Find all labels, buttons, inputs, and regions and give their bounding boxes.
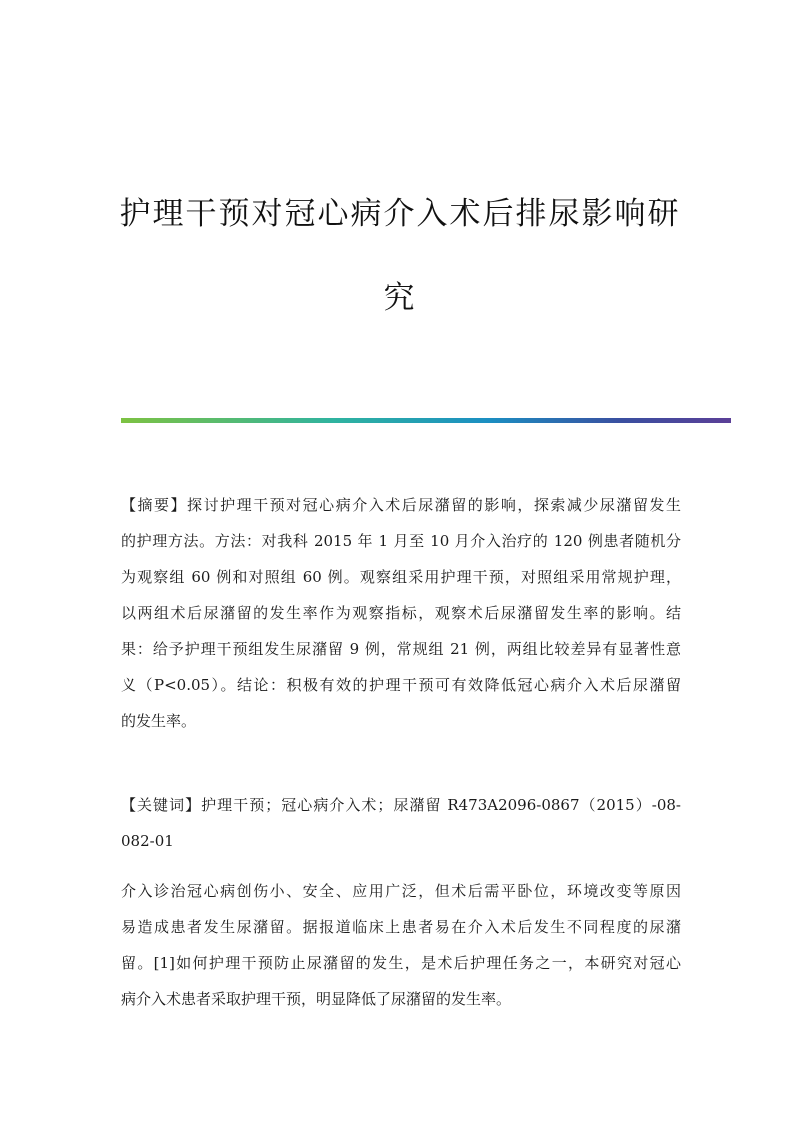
keywords-line-1: 【关键词】护理干预；冠心病介入术；尿潴留 R473A2096-0867（2015）-08- [121,796,681,814]
abstract-line-6: 义（P<0.05）。结论：积极有效的护理干预可有效降低冠心病介入术后尿潴留 [121,676,681,694]
keywords-paragraph [121,787,681,859]
intro-paragraph [121,873,681,1017]
title-line-1: 护理干预对冠心病介入术后排尿影响研 [119,196,681,232]
abstract-line-7: 的发生率。 [121,712,197,730]
title-line-2: 究 [383,280,417,316]
intro-line-3: 留。[1]如何护理干预防止尿潴留的发生，是术后护理任务之一，本研究对冠心 [121,954,681,972]
abstract-line-1: 【摘要】探讨护理干预对冠心病介入术后尿潴留的影响，探索减少尿潴留发生 [121,496,681,514]
intro-line-4: 病介入术患者采取护理干预，明显降低了尿潴留的发生率。 [121,990,512,1008]
abstract-paragraph [121,487,681,739]
keywords-line-2: 082-01 [121,832,174,850]
intro-line-1: 介入诊治冠心病创伤小、安全、应用广泛，但术后需平卧位，环境改变等原因 [121,882,681,900]
abstract-line-4: 以两组术后尿潴留的发生率作为观察指标，观察术后尿潴留发生率的影响。结 [121,604,681,622]
abstract-line-3: 为观察组 60 例和对照组 60 例。观察组采用护理干预，对照组采用常规护理， [121,568,681,586]
title-divider [121,418,731,423]
intro-line-2: 易造成患者发生尿潴留。据报道临床上患者易在介入术后发生不同程度的尿潴 [121,918,681,936]
abstract-line-2: 的护理方法。方法：对我科 2015 年 1 月至 10 月介入治疗的 120 例患者随机分 [121,532,681,550]
abstract-line-5: 果：给予护理干预组发生尿潴留 9 例，常规组 21 例，两组比较差异有显著性意 [121,640,681,658]
